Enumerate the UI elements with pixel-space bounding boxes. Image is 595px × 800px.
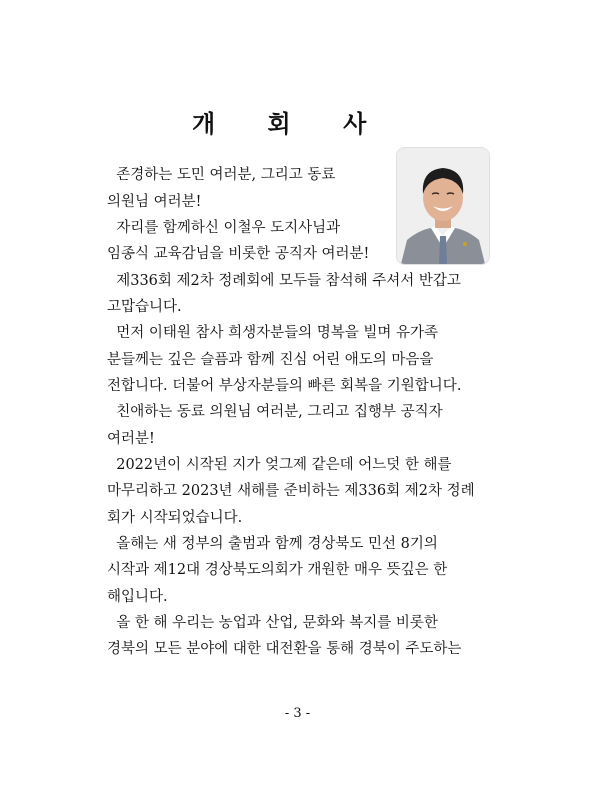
speaker-portrait xyxy=(397,148,489,264)
text-line: 제336회 제2차 정례회에 모두들 참석해 주셔서 반갑고 xyxy=(107,273,461,289)
text-line: 2022년이 시작된 지가 엊그제 같은데 어느덧 한 해를 xyxy=(107,457,452,473)
text-line: 임종식 교육감님을 비롯한 공직자 여러분! xyxy=(107,246,370,262)
text-line: 전합니다. 더불어 부상자분들의 빠른 회복을 기원합니다. xyxy=(107,378,462,394)
text-line: 회가 시작되었습니다. xyxy=(107,510,243,526)
text-line: 분들께는 깊은 슬픔과 함께 진심 어린 애도의 마음을 xyxy=(107,352,434,368)
text-line: 고맙습니다. xyxy=(107,299,182,315)
text-line: 올 한 해 우리는 농업과 산업, 문화와 복지를 비롯한 xyxy=(107,615,438,631)
page-number: - 3 - xyxy=(284,706,311,721)
text-line: 존경하는 도민 여러분, 그리고 동료 xyxy=(107,167,336,183)
text-line: 의원님 여러분! xyxy=(107,194,202,210)
text-line: 해입니다. xyxy=(107,589,168,605)
text-line: 올해는 새 정부의 출범과 함께 경상북도 민선 8기의 xyxy=(107,536,438,552)
text-line: 여러분! xyxy=(107,431,155,447)
page-title: 개 회 사 xyxy=(192,109,389,138)
text-line: 자리를 함께하신 이철우 도지사님과 xyxy=(107,220,341,236)
text-line: 먼저 이태원 참사 희생자분들의 명복을 빌며 유가족 xyxy=(107,325,439,341)
text-line: 친애하는 동료 의원님 여러분, 그리고 집행부 공직자 xyxy=(107,404,443,420)
text-line: 경북의 모든 분야에 대한 대전환을 통해 경북이 주도하는 xyxy=(107,641,462,657)
text-line: 마무리하고 2023년 새해를 준비하는 제336회 제2차 정례 xyxy=(107,483,475,499)
text-line: 시작과 제12대 경상북도의회가 개원한 매우 뜻깊은 한 xyxy=(107,562,448,578)
